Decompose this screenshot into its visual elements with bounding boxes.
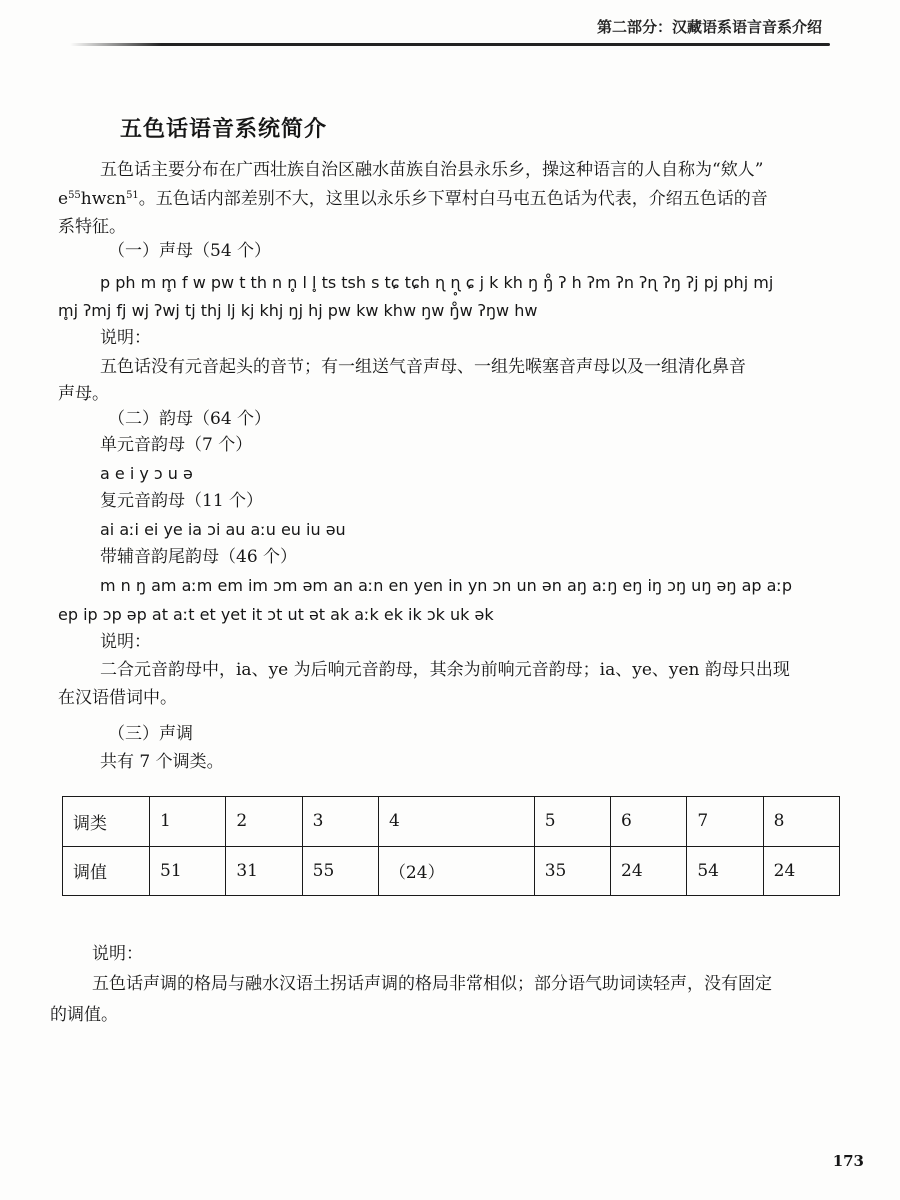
initials-note-line-1: 五色话没有元音起头的音节；有一组送气音声母、一组先喉塞音声母以及一组清化鼻音 <box>100 357 746 377</box>
intro-line-3: 系特征。 <box>58 217 126 237</box>
intro-line-1: 五色话主要分布在广西壮族自治区融水苗族自治县永乐乡，操这种语言的人自称为“欸人” <box>100 160 764 180</box>
table-cell: 24 <box>611 846 687 896</box>
section-title: 五色话语音系统简介 <box>120 116 328 142</box>
finals-note-line-1: 二合元音韵母中，ia、ye 为后响元音韵母，其余为前响元音韵母；ia、ye、yen 韵母只出现 <box>100 660 790 680</box>
table-cell: 54 <box>687 846 763 896</box>
mono-finals-heading: 单元音韵母（7 个） <box>100 435 253 455</box>
page-number: 173 <box>832 1152 864 1170</box>
table-row-header: 调值 <box>63 846 150 896</box>
table-cell: 6 <box>611 797 687 847</box>
table-cell: 51 <box>150 846 226 896</box>
table-cell: 8 <box>763 797 839 847</box>
table-cell: 4 <box>378 797 534 847</box>
table-cell: 31 <box>226 846 302 896</box>
tone-value-row <box>63 846 840 896</box>
initials-row-2: m̥j ʔmj fj wj ʔwj tj thj lj kj khj ŋj hj pw kw khw ŋw ŋ̊w ʔŋw hw <box>58 301 538 320</box>
initials-note-line-2: 声母。 <box>58 384 109 404</box>
header-rule <box>70 43 830 46</box>
mono-finals-list: a e i y ɔ u ə <box>100 464 193 483</box>
table-cell: 35 <box>534 846 610 896</box>
initials-note-label: 说明： <box>100 328 151 348</box>
initials-row-1: p ph m m̥ f w pw t th n n̥ l l̥ ts tsh s tɕ tɕh ɳ ɳ̥ ɕ j k kh ŋ ŋ̊ ʔ h ʔm ʔn ʔɳ ʔŋ ʔj pj phj mj <box>100 273 774 292</box>
tones-note-line-2: 的调值。 <box>50 1005 118 1025</box>
intro-line-2-mid: hwɛn <box>80 189 127 209</box>
finals-note-line-2: 在汉语借词中。 <box>58 688 177 708</box>
tones-summary: 共有 7 个调类。 <box>100 752 224 772</box>
running-header: 第二部分：汉藏语系语言音系介绍 <box>596 18 822 36</box>
tone-superscript: 55 <box>68 190 81 201</box>
coda-finals-heading: 带辅音韵尾韵母（46 个） <box>100 547 298 567</box>
finals-note-label: 说明： <box>100 632 151 652</box>
table-cell: 2 <box>226 797 302 847</box>
table-cell: 1 <box>150 797 226 847</box>
intro-line-2 <box>58 187 768 211</box>
initials-heading: （一）声母（54 个） <box>108 241 272 261</box>
tone-table <box>62 796 840 896</box>
tones-note-label: 说明： <box>92 944 143 964</box>
table-cell: 55 <box>302 846 378 896</box>
table-cell: 5 <box>534 797 610 847</box>
tones-heading: （三）声调 <box>108 724 193 744</box>
intro-line-2-suffix: 。五色话内部差别不大，这里以永乐乡下覃村白马屯五色话为代表，介绍五色话的音 <box>138 189 768 209</box>
tones-note-line-1: 五色话声调的格局与融水汉语土拐话声调的格局非常相似；部分语气助词读轻声，没有固定 <box>92 974 772 994</box>
coda-finals-row-1: m n ŋ am aːm em im ɔm əm an aːn en yen in yn ɔn un ən aŋ aːŋ eŋ iŋ ɔŋ uŋ əŋ ap aːp <box>100 576 793 595</box>
tone-superscript: 51 <box>126 190 139 201</box>
table-cell: （24） <box>378 846 534 896</box>
table-cell: 24 <box>763 846 839 896</box>
coda-finals-row-2: ep ip ɔp əp at aːt et yet it ɔt ut ət ak aːk ek ik ɔk uk ək <box>58 605 494 624</box>
intro-line-2-prefix: e <box>58 189 69 209</box>
table-cell: 3 <box>302 797 378 847</box>
diph-finals-heading: 复元音韵母（11 个） <box>100 491 264 511</box>
finals-heading: （二）韵母（64 个） <box>108 409 272 429</box>
tone-category-row <box>63 797 840 847</box>
diph-finals-list: ai aːi ei ye ia ɔi au aːu eu iu əu <box>100 520 346 539</box>
table-cell: 7 <box>687 797 763 847</box>
table-row-header: 调类 <box>63 797 150 847</box>
